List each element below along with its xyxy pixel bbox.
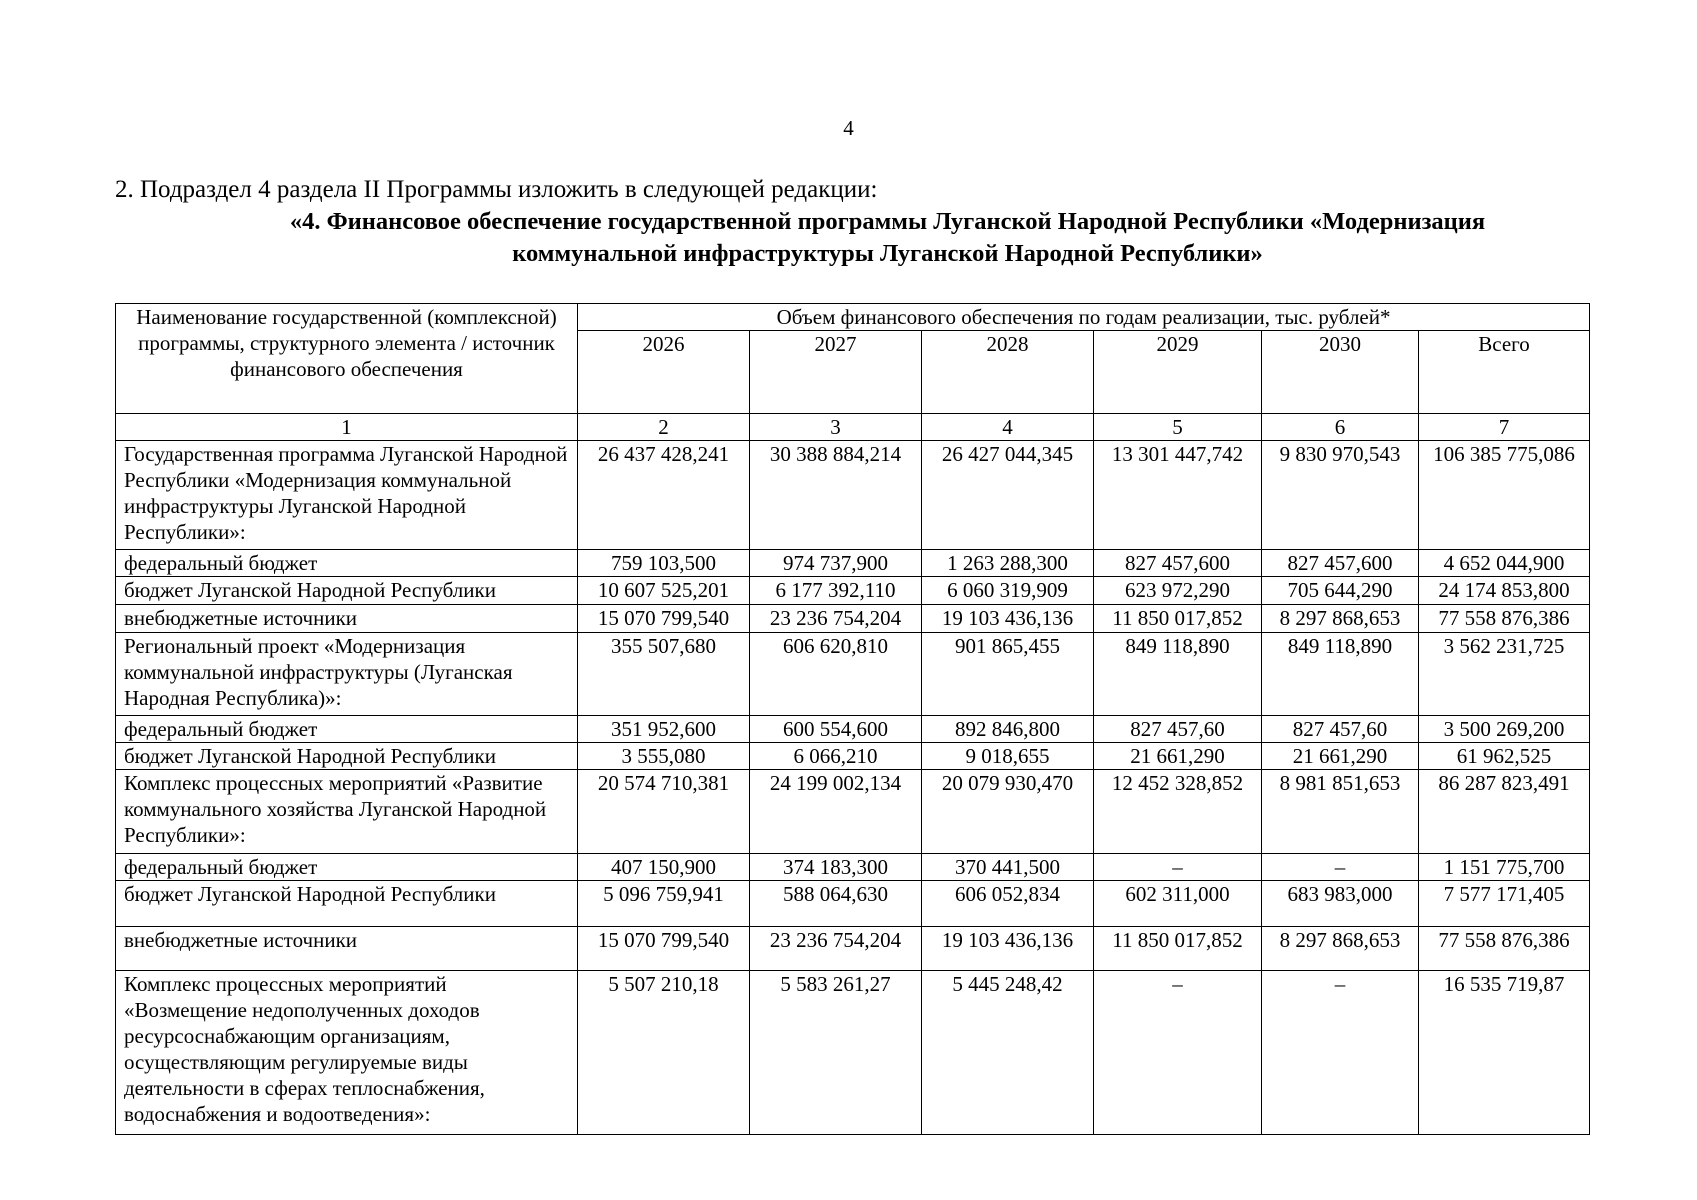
total-cell: 4 652 044,900 — [1419, 550, 1590, 577]
value-cell: 8 981 851,653 — [1262, 770, 1419, 854]
total-cell: 77 558 876,386 — [1419, 605, 1590, 633]
total-cell: 3 500 269,200 — [1419, 716, 1590, 743]
value-cell: 827 457,60 — [1262, 716, 1419, 743]
value-cell: 20 574 710,381 — [578, 770, 750, 854]
total-cell: 77 558 876,386 — [1419, 927, 1590, 971]
table-row — [116, 971, 1590, 1135]
value-cell: 623 972,290 — [1094, 577, 1262, 605]
row-name: внебюджетные источники — [116, 927, 578, 971]
financing-table — [115, 303, 1590, 1135]
row-name: внебюджетные источники — [116, 605, 578, 633]
value-cell: 23 236 754,204 — [750, 605, 922, 633]
table-row — [116, 770, 1590, 854]
value-cell: 407 150,900 — [578, 854, 750, 881]
value-cell: 21 661,290 — [1094, 743, 1262, 770]
column-number-row — [116, 414, 1590, 441]
value-cell: 5 507 210,18 — [578, 971, 750, 1135]
column-number: 4 — [922, 414, 1094, 441]
value-cell: 8 297 868,653 — [1262, 927, 1419, 971]
heading-line-1: «4. Финансовое обеспечение государственной программы Луганской Народной Республики «Модернизация — [289, 208, 1486, 235]
value-cell: 827 457,600 — [1094, 550, 1262, 577]
total-cell: 1 151 775,700 — [1419, 854, 1590, 881]
value-cell: 827 457,600 — [1262, 550, 1419, 577]
row-name: бюджет Луганской Народной Республики — [116, 577, 578, 605]
column-number: 6 — [1262, 414, 1419, 441]
value-cell: 355 507,680 — [578, 633, 750, 716]
value-cell: 5 583 261,27 — [750, 971, 922, 1135]
intro-paragraph: 2. Подраздел 4 раздела II Программы изложить в следующей редакции: — [115, 176, 878, 203]
header-row-group — [116, 304, 1590, 331]
volume-group-header: Объем финансового обеспечения по годам реализации, тыс. рублей* — [578, 304, 1590, 331]
total-cell: 24 174 853,800 — [1419, 577, 1590, 605]
table-row — [116, 605, 1590, 633]
table-row — [116, 633, 1590, 716]
row-name: федеральный бюджет — [116, 716, 578, 743]
value-cell: 30 388 884,214 — [750, 441, 922, 550]
value-cell: 5 445 248,42 — [922, 971, 1094, 1135]
value-cell: 705 644,290 — [1262, 577, 1419, 605]
value-cell: 974 737,900 — [750, 550, 922, 577]
total-cell: 3 562 231,725 — [1419, 633, 1590, 716]
value-cell: – — [1262, 854, 1419, 881]
row-name: Государственная программа Луганской Народной Республики «Модернизация коммунальной инфраструктуры Луганской Народной Республики»: — [116, 441, 578, 550]
page-number: 4 — [843, 116, 854, 140]
value-cell: 759 103,500 — [578, 550, 750, 577]
year-header: 2028 — [922, 331, 1094, 414]
value-cell: 15 070 799,540 — [578, 605, 750, 633]
value-cell: 606 052,834 — [922, 881, 1094, 927]
total-cell: 61 962,525 — [1419, 743, 1590, 770]
value-cell: 5 096 759,941 — [578, 881, 750, 927]
table-row — [116, 716, 1590, 743]
value-cell: 21 661,290 — [1262, 743, 1419, 770]
value-cell: 26 437 428,241 — [578, 441, 750, 550]
value-cell: 12 452 328,852 — [1094, 770, 1262, 854]
value-cell: 9 018,655 — [922, 743, 1094, 770]
value-cell: 849 118,890 — [1262, 633, 1419, 716]
year-header: 2029 — [1094, 331, 1262, 414]
total-header: Всего — [1419, 331, 1590, 414]
table-row — [116, 854, 1590, 881]
value-cell: 6 060 319,909 — [922, 577, 1094, 605]
heading-line-2: коммунальной инфраструктуры Луганской Народной Республики» — [512, 240, 1263, 267]
row-name: федеральный бюджет — [116, 550, 578, 577]
value-cell: 6 066,210 — [750, 743, 922, 770]
row-name: Региональный проект «Модернизация коммунальной инфраструктуры (Луганская Народная Республика)»: — [116, 633, 578, 716]
value-cell: 8 297 868,653 — [1262, 605, 1419, 633]
row-name: Комплекс процессных мероприятий «Возмещение недополученных доходов ресурсоснабжающим организациям, осуществляющим регулируемые виды деятельности в сферах теплоснабжения, водоснабжения и водоотведения»: — [116, 971, 578, 1135]
value-cell: 600 554,600 — [750, 716, 922, 743]
value-cell: 588 064,630 — [750, 881, 922, 927]
column-number: 5 — [1094, 414, 1262, 441]
value-cell: – — [1262, 971, 1419, 1135]
table-row — [116, 881, 1590, 927]
value-cell: 602 311,000 — [1094, 881, 1262, 927]
value-cell: 901 865,455 — [922, 633, 1094, 716]
column-number: 2 — [578, 414, 750, 441]
value-cell: 374 183,300 — [750, 854, 922, 881]
value-cell: 683 983,000 — [1262, 881, 1419, 927]
value-cell: 892 846,800 — [922, 716, 1094, 743]
value-cell: 6 177 392,110 — [750, 577, 922, 605]
value-cell: 3 555,080 — [578, 743, 750, 770]
column-number: 3 — [750, 414, 922, 441]
year-header: 2026 — [578, 331, 750, 414]
section-heading — [190, 206, 1585, 270]
name-column-header: Наименование государственной (комплексной) программы, структурного элемента / источник финансового обеспечения — [116, 304, 578, 414]
value-cell: 351 952,600 — [578, 716, 750, 743]
value-cell: 11 850 017,852 — [1094, 605, 1262, 633]
value-cell: 827 457,60 — [1094, 716, 1262, 743]
row-name: бюджет Луганской Народной Республики — [116, 743, 578, 770]
table-row — [116, 577, 1590, 605]
value-cell: 849 118,890 — [1094, 633, 1262, 716]
total-cell: 16 535 719,87 — [1419, 971, 1590, 1135]
row-name: бюджет Луганской Народной Республики — [116, 881, 578, 927]
total-cell: 86 287 823,491 — [1419, 770, 1590, 854]
column-number: 7 — [1419, 414, 1590, 441]
row-name: федеральный бюджет — [116, 854, 578, 881]
value-cell: 370 441,500 — [922, 854, 1094, 881]
value-cell: 11 850 017,852 — [1094, 927, 1262, 971]
column-number: 1 — [116, 414, 578, 441]
row-name: Комплекс процессных мероприятий «Развитие коммунального хозяйства Луганской Народной Республики»: — [116, 770, 578, 854]
table-row — [116, 441, 1590, 550]
year-header: 2027 — [750, 331, 922, 414]
value-cell: 23 236 754,204 — [750, 927, 922, 971]
table-row — [116, 927, 1590, 971]
value-cell: 26 427 044,345 — [922, 441, 1094, 550]
year-header: 2030 — [1262, 331, 1419, 414]
table-row — [116, 743, 1590, 770]
total-cell: 106 385 775,086 — [1419, 441, 1590, 550]
value-cell: 9 830 970,543 — [1262, 441, 1419, 550]
value-cell: – — [1094, 854, 1262, 881]
total-cell: 7 577 171,405 — [1419, 881, 1590, 927]
table-row — [116, 550, 1590, 577]
value-cell: 15 070 799,540 — [578, 927, 750, 971]
value-cell: – — [1094, 971, 1262, 1135]
value-cell: 19 103 436,136 — [922, 605, 1094, 633]
value-cell: 10 607 525,201 — [578, 577, 750, 605]
value-cell: 1 263 288,300 — [922, 550, 1094, 577]
value-cell: 24 199 002,134 — [750, 770, 922, 854]
value-cell: 606 620,810 — [750, 633, 922, 716]
value-cell: 19 103 436,136 — [922, 927, 1094, 971]
value-cell: 20 079 930,470 — [922, 770, 1094, 854]
value-cell: 13 301 447,742 — [1094, 441, 1262, 550]
